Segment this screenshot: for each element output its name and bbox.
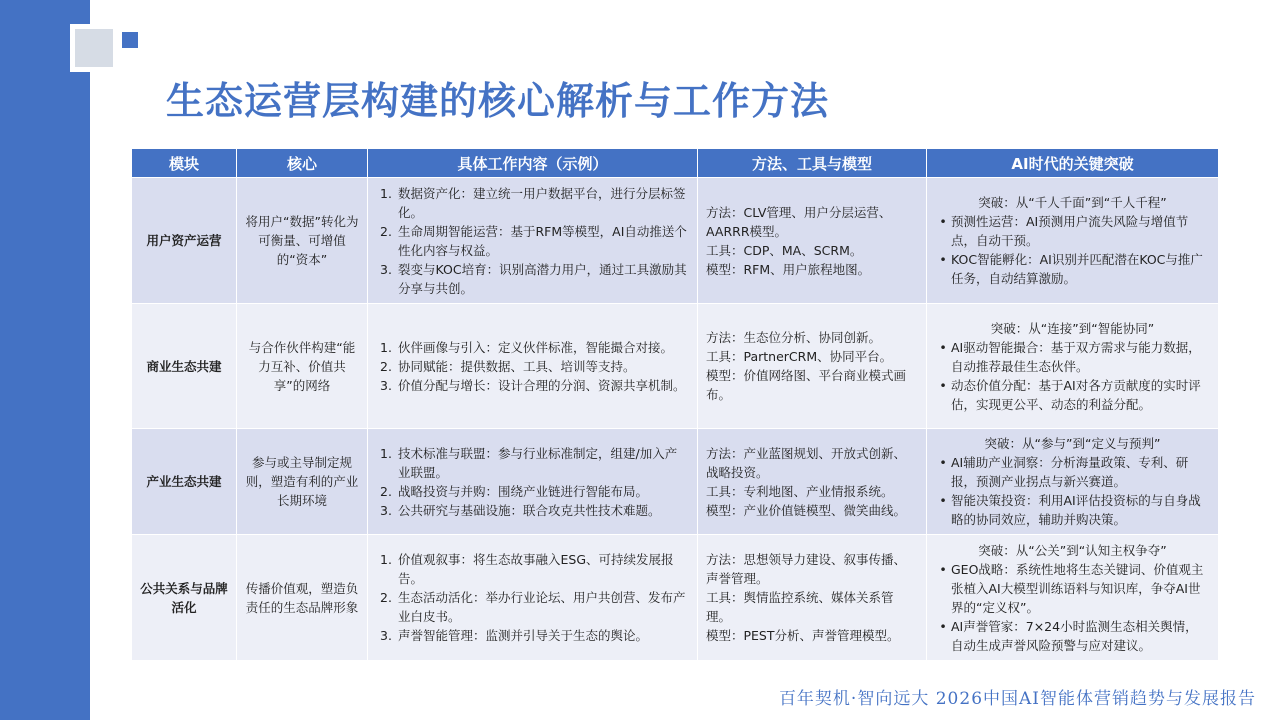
methods-cell bbox=[698, 304, 927, 429]
header-core: 核心 bbox=[237, 149, 368, 178]
table-row bbox=[132, 429, 1219, 535]
work-item: 3. 公共研究与基础设施：联合攻克共性技术难题。 bbox=[380, 502, 661, 518]
work-item: 3. 声誉智能管理：监测并引导关于生态的舆论。 bbox=[380, 628, 649, 643]
work-item: 1. 数据资产化：建立统一用户数据平台，进行分层标签化。 bbox=[380, 185, 686, 220]
core-cell: 参与或主导制定规则，塑造有利的产业长期环境 bbox=[237, 429, 368, 535]
work-item: 2. 战略投资与并购：围绕产业链进行智能布局。 bbox=[380, 483, 649, 499]
bullet-dot-icon: • bbox=[939, 339, 947, 355]
module-cell: 商业生态共建 bbox=[132, 304, 237, 429]
ai-bullet-item: • AI声誉管家：7×24小时监测生态相关舆情，自动生成声誉风险预警与应对建议。 bbox=[935, 617, 1210, 655]
analysis-table bbox=[131, 148, 1219, 661]
tool-line: 工具：舆情监控系统、媒体关系管理。 bbox=[706, 590, 894, 624]
methods-cell bbox=[698, 429, 927, 535]
work-cell bbox=[368, 535, 698, 661]
core-cell: 传播价值观，塑造负责任的生态品牌形象 bbox=[237, 535, 368, 661]
bullet-dot-icon: • bbox=[939, 493, 947, 508]
module-cell: 用户资产运营 bbox=[132, 178, 237, 304]
work-cell bbox=[368, 304, 698, 429]
slide-title: 生态运营层构建的核心解析与工作方法 bbox=[166, 79, 830, 123]
ai-cell bbox=[927, 304, 1219, 429]
work-list bbox=[376, 550, 689, 645]
bullet-dot-icon: • bbox=[939, 455, 947, 470]
core-cell: 与合作伙伴构建“能力互补、价值共享”的网络 bbox=[237, 304, 368, 429]
footer-caption: 百年契机·智向远大 2026中国AI智能体营销趋势与发展报告 bbox=[778, 689, 1256, 709]
work-cell bbox=[368, 178, 698, 304]
model-line: 模型：RFM、用户旅程地图。 bbox=[706, 261, 871, 277]
bullet-dot-icon: • bbox=[939, 618, 947, 634]
bullet-dot-icon: • bbox=[939, 214, 947, 229]
method-line: 方法：产业蓝图规划、开放式创新、战略投资。 bbox=[706, 445, 907, 480]
method-line: 方法：生态位分析、协同创新。 bbox=[706, 330, 882, 345]
work-cell bbox=[368, 429, 698, 535]
header-methods: 方法、工具与模型 bbox=[698, 149, 927, 178]
bullet-dot-icon: • bbox=[939, 561, 947, 577]
work-list bbox=[376, 338, 689, 395]
ai-bullet-item: • AI辅助产业洞察：分析海量政策、专利、研报，预测产业拐点与新兴赛道。 bbox=[935, 453, 1210, 491]
ai-breakthrough-heading: 突破：从“参与”到“定义与预判” bbox=[984, 436, 1161, 451]
ai-bullet-item: • 动态价值分配：基于AI对各方贡献度的实时评估，实现更公平、动态的利益分配。 bbox=[935, 376, 1210, 414]
header-ai: AI时代的关键突破 bbox=[927, 149, 1219, 178]
tool-line: 工具：专利地图、产业情报系统。 bbox=[706, 483, 894, 499]
module-cell: 产业生态共建 bbox=[132, 429, 237, 535]
method-line: 方法：思想领导力建设、叙事传播、声誉管理。 bbox=[706, 552, 907, 586]
bullet-dot-icon: • bbox=[939, 377, 947, 393]
work-item: 1. 伙伴画像与引入：定义伙伴标准，智能撮合对接。 bbox=[380, 339, 674, 355]
work-item: 1. 技术标准与联盟：参与行业标准制定，组建/加入产业联盟。 bbox=[380, 445, 678, 480]
ai-bullet-list bbox=[935, 453, 1210, 529]
ai-bullet-item: • 智能决策投资：利用AI评估投资标的与自身战略的协同效应，辅助并购决策。 bbox=[935, 491, 1210, 529]
module-cell: 公共关系与品牌活化 bbox=[132, 535, 237, 661]
ai-cell bbox=[927, 429, 1219, 535]
ai-bullet-list bbox=[935, 338, 1210, 414]
ai-breakthrough-heading: 突破：从“连接”到“智能协同” bbox=[990, 320, 1155, 336]
ai-breakthrough-heading: 突破：从“千人千面”到“千人千程” bbox=[978, 195, 1167, 210]
ai-breakthrough-heading: 突破：从“公关”到“认知主权争夺” bbox=[978, 542, 1167, 558]
bullet-dot-icon: • bbox=[939, 252, 947, 267]
ai-bullet-item: • KOC智能孵化：AI识别并匹配潜在KOC与推广任务，自动结算激励。 bbox=[935, 250, 1210, 288]
model-line: 模型：PEST分析、声誉管理模型。 bbox=[706, 628, 900, 643]
model-line: 模型：价值网络图、平台商业模式画布。 bbox=[706, 368, 907, 402]
work-item: 3. 价值分配与增长：设计合理的分润、资源共享机制。 bbox=[380, 377, 686, 393]
work-item: 2. 协同赋能：提供数据、工具、培训等支持。 bbox=[380, 358, 636, 374]
table-row bbox=[132, 535, 1219, 661]
header-work: 具体工作内容（示例） bbox=[368, 149, 698, 178]
ai-bullet-item: • GEO战略：系统性地将生态关键词、价值观主张植入AI大模型训练语料与知识库，争夺AI世界的“定义权”。 bbox=[935, 560, 1210, 617]
table-row bbox=[132, 178, 1219, 304]
ai-bullet-item: • AI驱动智能撮合：基于双方需求与能力数据，自动推荐最佳生态伙伴。 bbox=[935, 338, 1210, 376]
decorative-square-small bbox=[122, 32, 138, 48]
work-item: 2. 生命周期智能运营：基于RFM等模型，AI自动推送个性化内容与权益。 bbox=[380, 223, 687, 258]
work-list bbox=[376, 444, 689, 520]
left-accent-bar bbox=[0, 0, 90, 720]
tool-line: 工具：CDP、MA、SCRM。 bbox=[706, 242, 863, 258]
ai-cell bbox=[927, 535, 1219, 661]
method-line: 方法：CLV管理、用户分层运营、AARRR模型。 bbox=[706, 204, 892, 239]
table-row bbox=[132, 304, 1219, 429]
work-item: 3. 裂变与KOC培育：识别高潜力用户，通过工具激励其分享与共创。 bbox=[380, 261, 687, 296]
model-line: 模型：产业价值链模型、微笑曲线。 bbox=[706, 502, 907, 518]
methods-cell bbox=[698, 178, 927, 304]
core-cell: 将用户“数据”转化为可衡量、可增值的“资本” bbox=[237, 178, 368, 304]
header-module: 模块 bbox=[132, 149, 237, 178]
work-list bbox=[376, 184, 689, 298]
tool-line: 工具：PartnerCRM、协同平台。 bbox=[706, 349, 893, 364]
ai-bullet-item: • 预测性运营：AI预测用户流失风险与增值节点，自动干预。 bbox=[935, 212, 1210, 250]
ai-cell bbox=[927, 178, 1219, 304]
table-header-row bbox=[132, 149, 1219, 178]
ai-bullet-list bbox=[935, 560, 1210, 655]
ai-bullet-list bbox=[935, 212, 1210, 288]
methods-cell bbox=[698, 535, 927, 661]
work-item: 1. 价值观叙事：将生态故事融入ESG、可持续发展报告。 bbox=[380, 552, 674, 586]
work-item: 2. 生态活动活化：举办行业论坛、用户共创营、发布产业白皮书。 bbox=[380, 590, 686, 624]
decorative-square-large bbox=[70, 24, 118, 72]
